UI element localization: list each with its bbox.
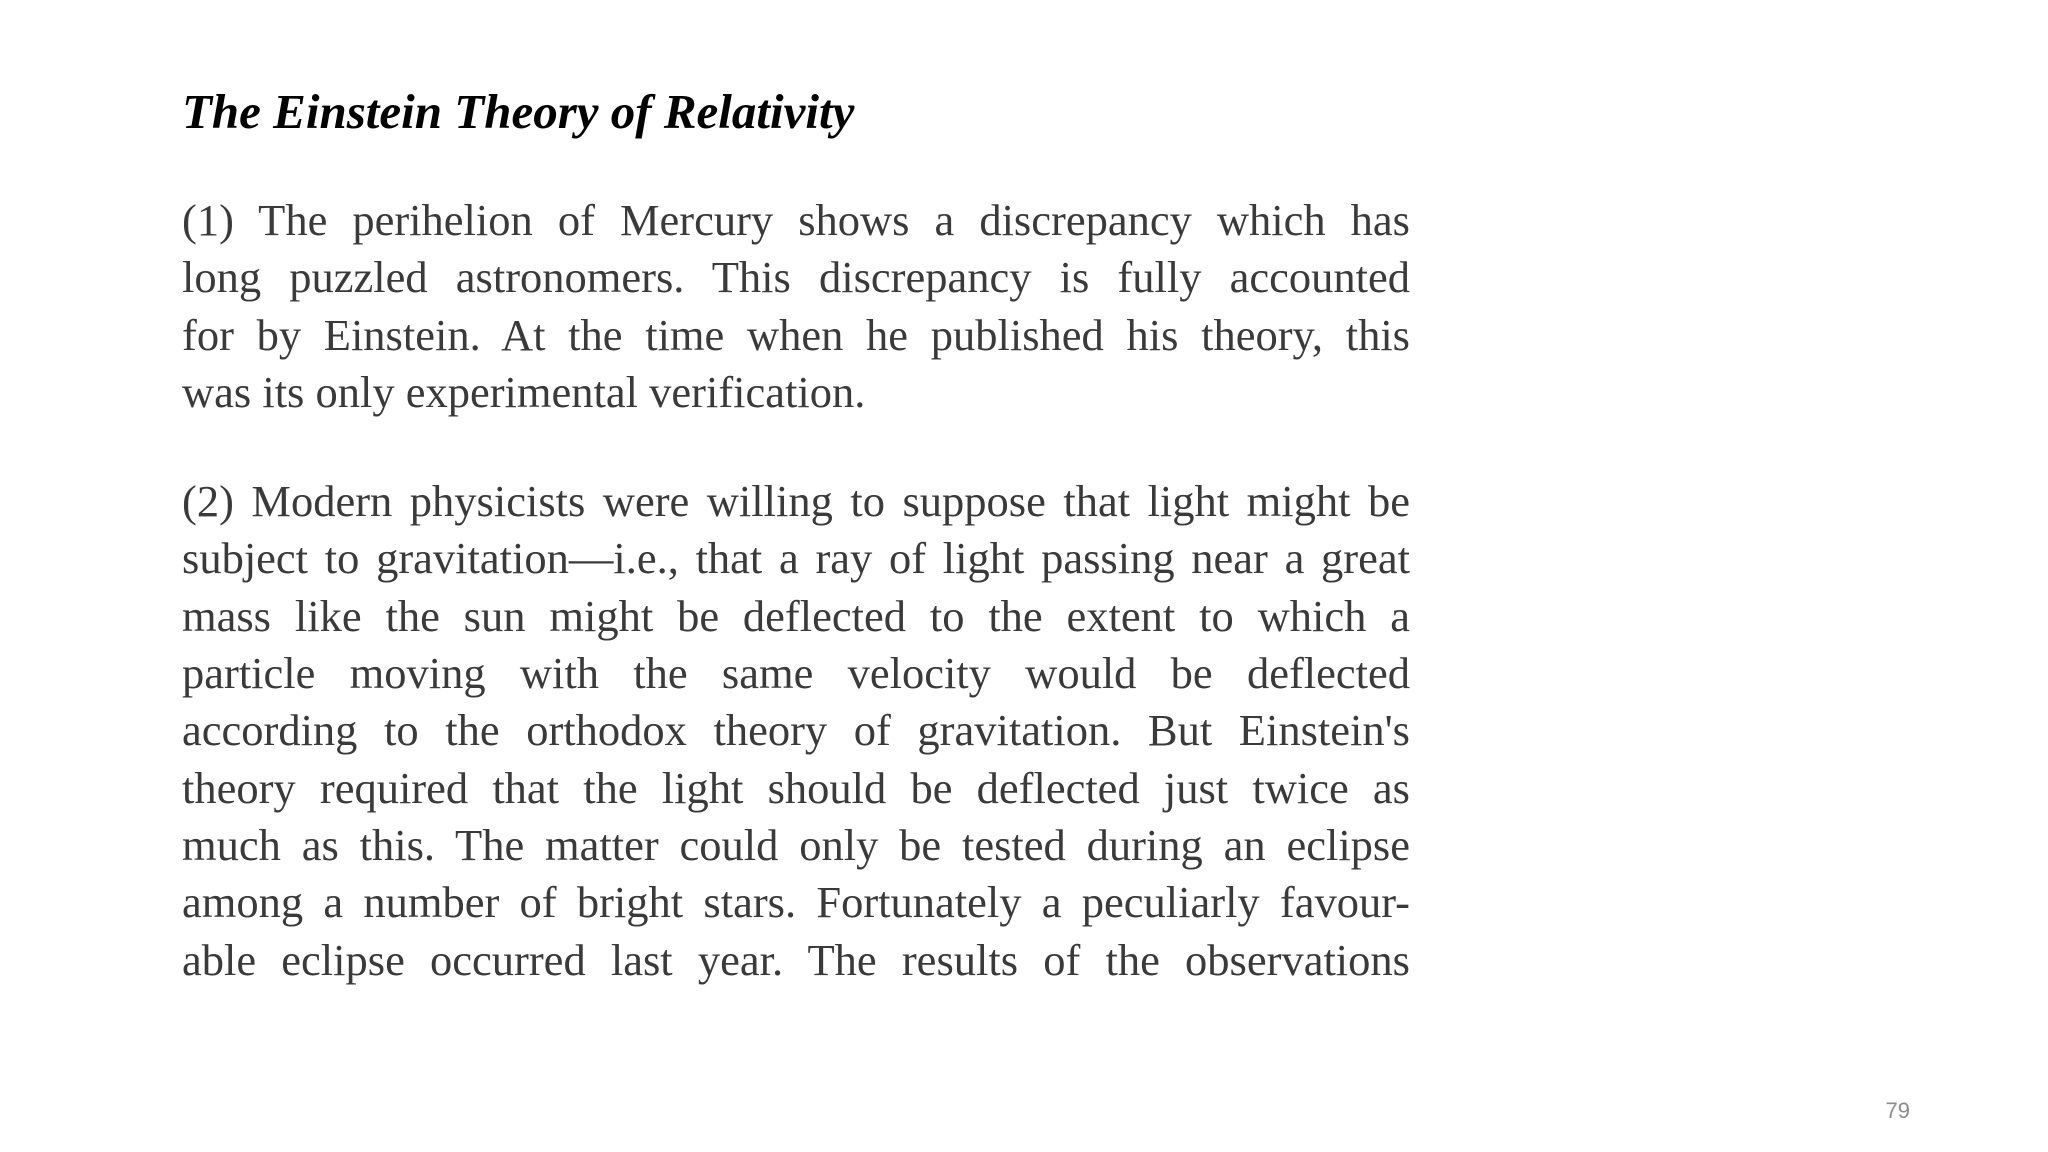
text-line: subject to gravitation—i.e., that a ray of light passing near a great bbox=[182, 533, 1410, 584]
paragraph-mercury-perihelion bbox=[182, 192, 1410, 421]
text-line: particle moving with the same velocity would be deflected bbox=[182, 648, 1410, 699]
scanned-text-excerpt bbox=[182, 192, 1410, 989]
text-line: according to the orthodox theory of gravitation. But Einstein's bbox=[182, 705, 1410, 756]
page-number: 79 bbox=[1885, 1098, 1910, 1123]
text-line: long puzzled astronomers. This discrepancy is fully accounted bbox=[182, 252, 1410, 303]
paragraph-light-deflection bbox=[182, 473, 1410, 989]
text-line: (2) Modern physicists were willing to suppose that light might be bbox=[182, 476, 1410, 527]
text-line: was its only experimental verification. bbox=[182, 366, 866, 417]
text-line: much as this. The matter could only be tested during an eclipse bbox=[182, 819, 1410, 870]
text-line: able eclipse occurred last year. The results of the observations bbox=[182, 934, 1410, 985]
text-line: mass like the sun might be deflected to the extent to which a bbox=[182, 590, 1410, 641]
text-line: among a number of bright stars. Fortunately a peculiarly favour- bbox=[182, 877, 1410, 928]
slide-title: The Einstein Theory of Relativity bbox=[182, 84, 855, 139]
text-line: theory required that the light should be deflected just twice as bbox=[182, 762, 1410, 813]
text-line: (1) The perihelion of Mercury shows a discrepancy which has bbox=[182, 195, 1410, 245]
text-line: for by Einstein. At the time when he published his theory, this bbox=[182, 309, 1410, 360]
